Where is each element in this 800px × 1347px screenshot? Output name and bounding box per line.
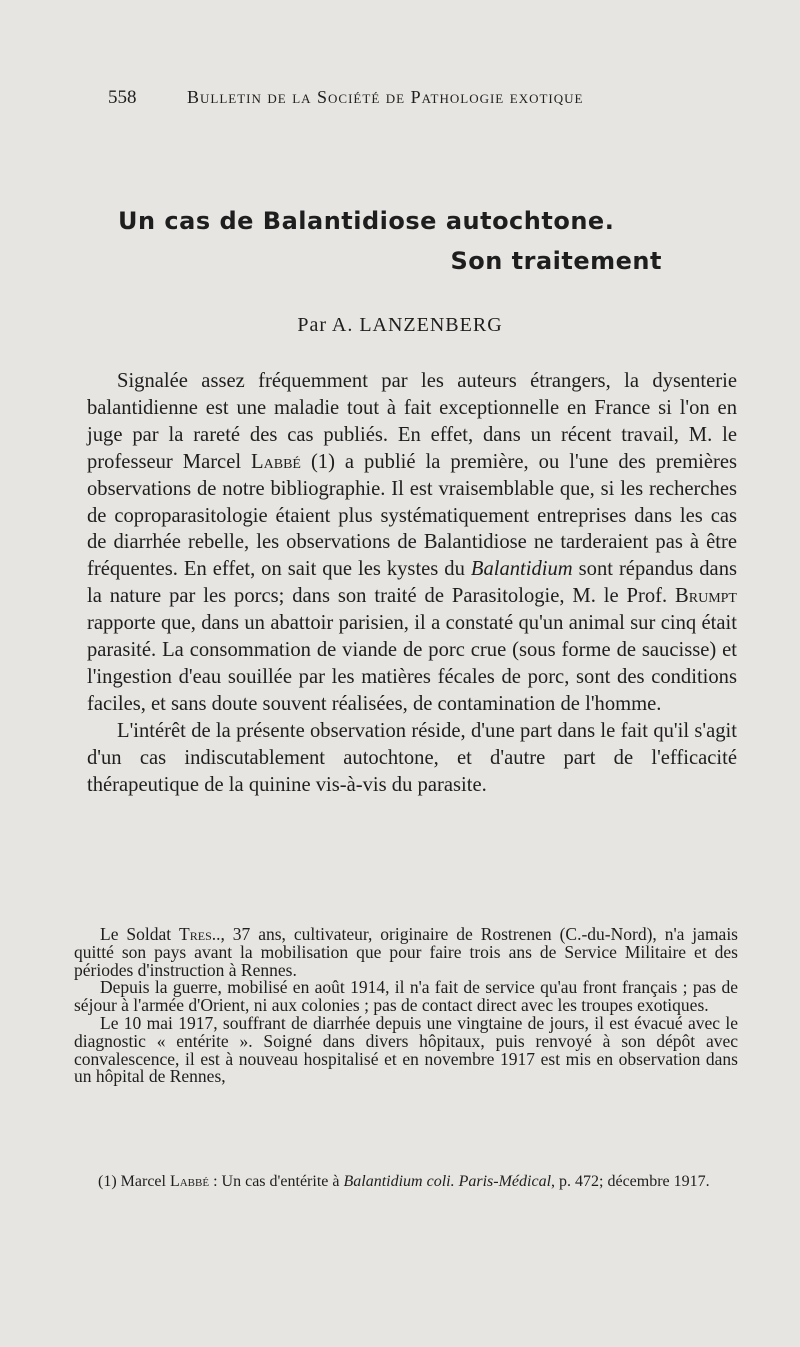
patient-name: Tres.. [179, 924, 221, 944]
article-title-line2: Son traitement [450, 247, 662, 275]
clinical-observation [74, 926, 738, 1086]
running-head: Bulletin de la Société de Pathologie exotique [187, 87, 584, 107]
footnote-1: (1) Marcel Labbé : Un cas d'entérite à Balantidium coli. Paris-Médical, p. 472; décembre 1917. [98, 1173, 710, 1190]
body-paragraph-2: L'intérêt de la présente observation réside, d'une part dans le fait qu'il s'agit d'un cas indiscutablement autochtone, et d'autre part de l'efficacité thérapeutique de la quinine vis-à-vis du parasite. [87, 719, 737, 796]
author-name-brumpt: Brumpt [675, 585, 737, 608]
genus-name: Balantidium [470, 558, 573, 581]
observation-paragraph-1: Le Soldat Tres.., 37 ans, cultivateur, originaire de Rostrenen (C.-du-Nord), n'a jamais quitté son pays avant la mobilisation que pour faire trois ans de Service Militaire et des périodes d'instruction à Rennes. [74, 924, 738, 980]
observation-paragraph-3: Le 10 mai 1917, souffrant de diarrhée depuis une vingtaine de jours, il est évacué avec le diagnostic « entérite ». Soigné dans divers hôpitaux, puis renvoyé à son dépôt avec convalescence, il est à nouveau hospitalisé et en novembre 1917 est mis en observation dans un hôpital de Rennes, [74, 1012, 738, 1087]
article-body [87, 368, 737, 799]
page-number: 558 [108, 87, 137, 108]
author-name-labbe: Labbé [251, 450, 301, 473]
observation-paragraph-2: Depuis la guerre, mobilisé en août 1914, il n'a fait de service qu'au front français ; pas de séjour à l'armée d'Orient, ni aux colonies ; pas de contact direct avec les troupes exotiques. [74, 977, 738, 1016]
article-author: Par A. LANZENBERG [297, 314, 503, 336]
footnote [76, 1172, 736, 1192]
body-paragraph-1: Signalée assez fréquemment par les auteurs étrangers, la dysenterie balantidienne est une maladie tout à fait exceptionnelle en France si l'on en juge par la rareté des cas publiés. En effet, dans un récent travail, M. le professeur Marcel Labbé (1) a publié la première, ou l'une des premières observations de notre bibliographie. Il est vraisemblable que, si les recherches de coproparasitologie étaient plus systématiquement entreprises dans les cas de diarrhée rebelle, les observations de Balantidiose ne tarderaient pas à être fréquentes. En effet, on sait que les kystes du Balantidium sont répandus dans la nature par les porcs; dans son traité de Parasitologie, M. le Prof. Brumpt rapporte que, dans un abattoir parisien, il a constaté qu'un animal sur cinq était parasité. La consommation de viande de porc crue (sous forme de saucisse) et l'ingestion d'eau souillée par les matières fécales de porc, sont des conditions faciles, et sans doute souvent réalisées, de contamination de l'homme. [87, 370, 738, 715]
article-title-line1: Un cas de Balantidiose autochtone. [118, 207, 615, 235]
